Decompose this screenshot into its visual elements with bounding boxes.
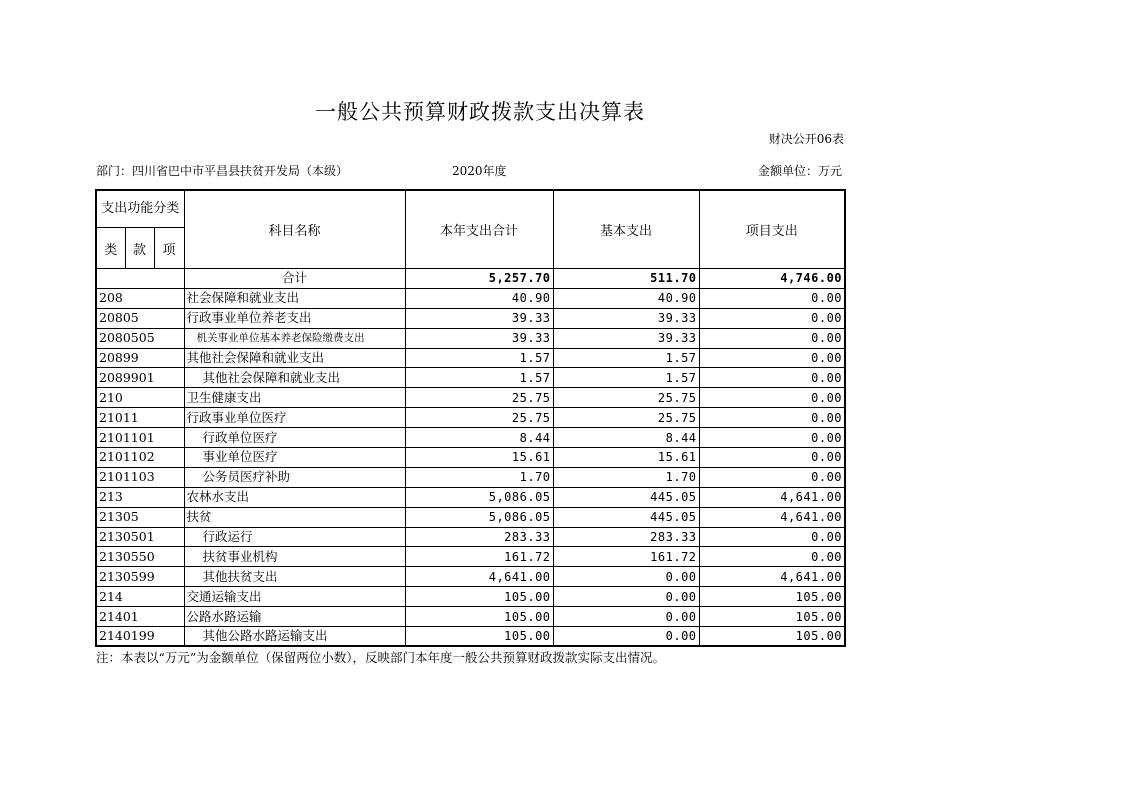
row-code: 2101103 (96, 467, 184, 487)
row-code: 2080505 (96, 328, 184, 348)
row-basic: 25.75 (553, 408, 699, 428)
table-row (96, 388, 845, 408)
row-project: 0.00 (699, 408, 845, 428)
expenditure-table (95, 189, 846, 647)
row-subject: 事业单位医疗 (184, 448, 405, 468)
row-total: 40.90 (405, 288, 553, 308)
row-subject: 行政单位医疗 (184, 428, 405, 448)
amount-unit: 金额单位：万元 (757, 164, 842, 178)
row-code: 20899 (96, 348, 184, 368)
total-row (96, 269, 845, 289)
row-project: 4,641.00 (699, 567, 845, 587)
row-subject: 交通运输支出 (184, 587, 405, 607)
fiscal-year: 2020年度 (452, 164, 507, 178)
row-code: 2101101 (96, 428, 184, 448)
row-basic: 25.75 (553, 388, 699, 408)
row-code: 208 (96, 288, 184, 308)
form-number: 财决公开06表 (768, 132, 844, 146)
header-total: 本年支出合计 (405, 190, 553, 269)
row-subject: 行政事业单位医疗 (184, 408, 405, 428)
row-project: 0.00 (699, 467, 845, 487)
row-total: 25.75 (405, 388, 553, 408)
row-code: 2130501 (96, 527, 184, 547)
header-lei: 类 (96, 228, 125, 269)
row-basic: 0.00 (553, 607, 699, 627)
row-total: 105.00 (405, 587, 553, 607)
total-basic: 511.70 (553, 269, 699, 289)
table-row (96, 567, 845, 587)
row-total: 1.57 (405, 348, 553, 368)
header-subject: 科目名称 (184, 190, 405, 269)
row-basic: 1.57 (553, 348, 699, 368)
row-total: 105.00 (405, 607, 553, 627)
row-project: 0.00 (699, 388, 845, 408)
row-code: 214 (96, 587, 184, 607)
footnote: 注：本表以“万元”为金额单位（保留两位小数），反映部门本年度一般公共预算财政拨款实际支出情况。 (96, 650, 666, 665)
row-project: 0.00 (699, 348, 845, 368)
row-code: 21011 (96, 408, 184, 428)
row-subject: 机关事业单位基本养老保险缴费支出 (184, 328, 405, 348)
row-subject: 社会保障和就业支出 (184, 288, 405, 308)
row-project: 4,641.00 (699, 487, 845, 507)
header-category: 支出功能分类 (96, 190, 184, 228)
row-project: 0.00 (699, 288, 845, 308)
row-project: 105.00 (699, 627, 845, 647)
row-total: 1.70 (405, 467, 553, 487)
table-row (96, 428, 845, 448)
row-project: 0.00 (699, 368, 845, 388)
row-subject: 其他公路水路运输支出 (184, 627, 405, 647)
row-code: 2101102 (96, 448, 184, 468)
row-total: 161.72 (405, 547, 553, 567)
table-row (96, 627, 845, 647)
row-subject: 其他扶贫支出 (184, 567, 405, 587)
row-total: 39.33 (405, 328, 553, 348)
table-row (96, 368, 845, 388)
row-basic: 40.90 (553, 288, 699, 308)
row-basic: 0.00 (553, 627, 699, 647)
row-total: 25.75 (405, 408, 553, 428)
row-total: 5,086.05 (405, 487, 553, 507)
row-code: 2089901 (96, 368, 184, 388)
row-subject: 行政运行 (184, 527, 405, 547)
table-body (96, 269, 845, 647)
row-code: 213 (96, 487, 184, 507)
row-basic: 161.72 (553, 547, 699, 567)
row-subject: 公路水路运输 (184, 607, 405, 627)
row-basic: 1.70 (553, 467, 699, 487)
table-row (96, 288, 845, 308)
row-code: 21305 (96, 507, 184, 527)
row-basic: 1.57 (553, 368, 699, 388)
row-basic: 445.05 (553, 487, 699, 507)
row-total: 8.44 (405, 428, 553, 448)
row-subject: 其他社会保障和就业支出 (184, 348, 405, 368)
row-subject: 卫生健康支出 (184, 388, 405, 408)
row-subject: 公务员医疗补助 (184, 467, 405, 487)
table-row (96, 448, 845, 468)
row-total: 5,086.05 (405, 507, 553, 527)
row-total: 283.33 (405, 527, 553, 547)
header-kuan: 款 (125, 228, 154, 269)
row-subject: 行政事业单位养老支出 (184, 308, 405, 328)
row-project: 4,641.00 (699, 507, 845, 527)
row-total: 39.33 (405, 308, 553, 328)
row-total: 1.57 (405, 368, 553, 388)
row-project: 0.00 (699, 527, 845, 547)
row-basic: 283.33 (553, 527, 699, 547)
report-title: 一般公共预算财政拨款支出决算表 (315, 100, 645, 124)
table-row (96, 587, 845, 607)
row-project: 0.00 (699, 428, 845, 448)
table-row (96, 348, 845, 368)
row-code: 2130550 (96, 547, 184, 567)
table-row (96, 547, 845, 567)
department-label: 部门：四川省巴中市平昌县扶贫开发局（本级） (96, 164, 349, 178)
table-row (96, 408, 845, 428)
row-basic: 39.33 (553, 308, 699, 328)
row-project: 0.00 (699, 328, 845, 348)
row-project: 105.00 (699, 587, 845, 607)
table-row (96, 328, 845, 348)
row-subject: 其他社会保障和就业支出 (184, 368, 405, 388)
total-amount: 5,257.70 (405, 269, 553, 289)
row-project: 0.00 (699, 448, 845, 468)
row-basic: 445.05 (553, 507, 699, 527)
row-total: 4,641.00 (405, 567, 553, 587)
total-label: 合计 (184, 269, 405, 289)
row-basic: 0.00 (553, 587, 699, 607)
row-code: 20805 (96, 308, 184, 328)
row-code: 2140199 (96, 627, 184, 647)
header-basic: 基本支出 (553, 190, 699, 269)
row-subject: 扶贫事业机构 (184, 547, 405, 567)
row-subject: 扶贫 (184, 507, 405, 527)
table-row (96, 507, 845, 527)
row-basic: 0.00 (553, 567, 699, 587)
row-project: 0.00 (699, 308, 845, 328)
row-project: 0.00 (699, 547, 845, 567)
row-code: 210 (96, 388, 184, 408)
header-project: 项目支出 (699, 190, 845, 269)
row-project: 105.00 (699, 607, 845, 627)
table-row (96, 607, 845, 627)
row-code: 21401 (96, 607, 184, 627)
row-basic: 39.33 (553, 328, 699, 348)
row-subject: 农林水支出 (184, 487, 405, 507)
row-total: 105.00 (405, 627, 553, 647)
total-code-cell (96, 269, 184, 289)
table-row (96, 527, 845, 547)
header-xiang: 项 (154, 228, 184, 269)
table-row (96, 487, 845, 507)
table-row (96, 308, 845, 328)
total-project: 4,746.00 (699, 269, 845, 289)
row-basic: 15.61 (553, 448, 699, 468)
row-basic: 8.44 (553, 428, 699, 448)
row-total: 15.61 (405, 448, 553, 468)
row-code: 2130599 (96, 567, 184, 587)
table-row (96, 467, 845, 487)
table-header (96, 190, 845, 269)
